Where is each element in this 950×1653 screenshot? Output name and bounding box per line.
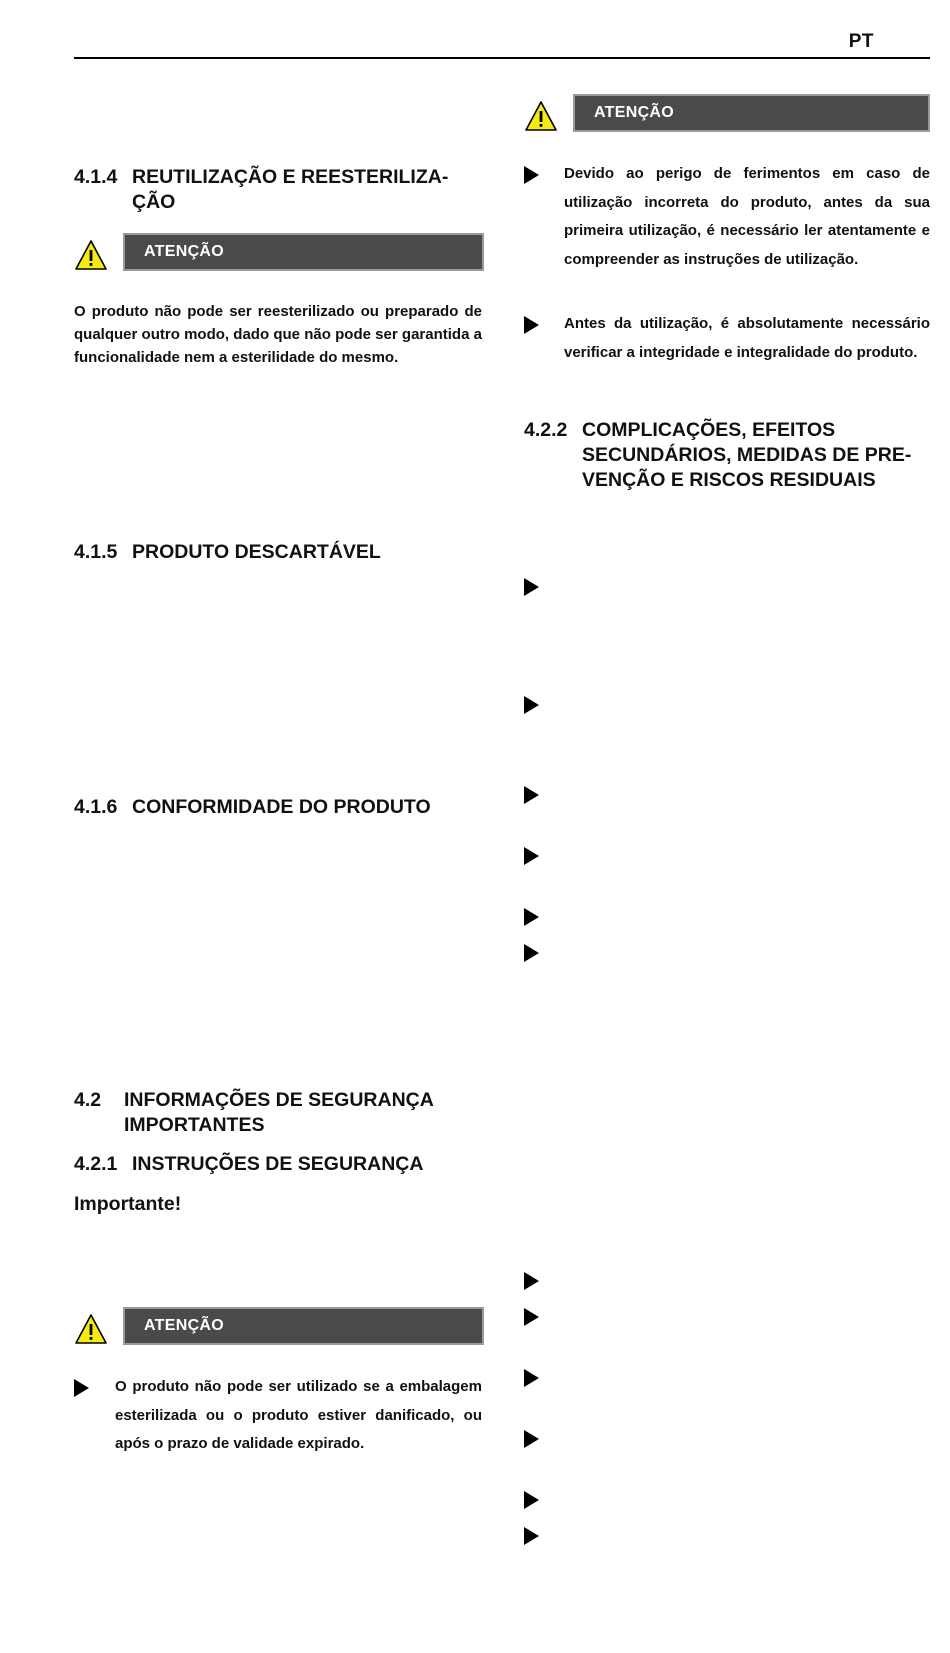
section-4-2-heading xyxy=(74,1088,484,1138)
bullet-arrow-icon xyxy=(524,1369,539,1387)
bullet-arrow-icon xyxy=(524,847,539,865)
warning-triangle-icon xyxy=(524,100,558,132)
section-4-1-5-heading xyxy=(74,540,484,565)
bullet-arrow-icon xyxy=(524,1272,539,1290)
section-number: 4.2.2 xyxy=(524,419,568,441)
section-number: 4.2 xyxy=(74,1089,102,1111)
integrity-check-text: Antes da utilização, é absolutamente necessário verificar a integridade e integralidade do produto. xyxy=(564,315,930,361)
warning-label: ATENÇÃO xyxy=(123,233,484,271)
warning-label: ATENÇÃO xyxy=(123,1307,484,1345)
section-title: CONFORMIDADE DO PRODUTO xyxy=(132,796,431,818)
warning-banner xyxy=(74,1307,484,1351)
section-number: 4.2.1 xyxy=(74,1153,118,1175)
language-code: PT xyxy=(848,31,874,52)
section-number: 4.1.4 xyxy=(74,166,118,188)
bullet-arrow-icon xyxy=(524,166,539,184)
bullet-arrow-icon xyxy=(524,578,539,596)
section-title-line-2: IMPORTANTES xyxy=(124,1114,265,1136)
section-number: 4.1.5 xyxy=(74,541,118,563)
bullet-arrow-icon xyxy=(524,1430,539,1448)
header-rule xyxy=(74,57,930,59)
section-title-line-2: ÇÃO xyxy=(132,191,176,213)
bullet-arrow-icon xyxy=(524,908,539,926)
section-4-2-2-heading xyxy=(524,418,930,493)
section-4-1-6-heading xyxy=(74,795,484,820)
instructions-warning-text: Devido ao perigo de ferimentos em caso de utilização incorreta do produto, antes da sua primeira utilização, é necessário ler atentamente e compreender as instruções de utilização. xyxy=(564,165,930,268)
section-title: INSTRUÇÕES DE SEGURANÇA xyxy=(132,1153,424,1175)
bullet-arrow-icon xyxy=(524,316,539,334)
section-title-line-2: SECUNDÁRIOS, MEDIDAS DE PRE- xyxy=(582,444,912,466)
bullet-arrow-icon xyxy=(524,944,539,962)
warning-banner xyxy=(524,94,930,138)
bullet-arrow-icon xyxy=(524,696,539,714)
warning-triangle-icon xyxy=(74,239,108,271)
warning-label: ATENÇÃO xyxy=(573,94,930,132)
bullet-arrow-icon xyxy=(74,1379,89,1397)
section-4-1-4-heading xyxy=(74,165,484,215)
reuse-warning-text: O produto não pode ser reesterilizado ou preparado de qualquer outro modo, dado que não pode ser garantida a funcionalidade nem a esterilidade do mesmo. xyxy=(74,303,482,366)
section-number: 4.1.6 xyxy=(74,796,118,818)
section-title-line-1: INFORMAÇÕES DE SEGURANÇA xyxy=(124,1089,434,1111)
package-damage-warning-text: O produto não pode ser utilizado se a embalagem esterilizada ou o produto estiver danificado, ou após o prazo de validade expirado. xyxy=(115,1378,482,1452)
bullet-arrow-icon xyxy=(524,1527,539,1545)
warning-banner xyxy=(74,233,484,277)
section-4-2-1-heading xyxy=(74,1152,484,1177)
section-title: PRODUTO DESCARTÁVEL xyxy=(132,541,381,563)
warning-triangle-icon xyxy=(74,1313,108,1345)
section-title-line-1: REUTILIZAÇÃO E REESTERILIZA- xyxy=(132,166,449,188)
important-label: Importante! xyxy=(74,1193,182,1215)
bullet-arrow-icon xyxy=(524,786,539,804)
section-title-line-3: VENÇÃO E RISCOS RESIDUAIS xyxy=(582,469,876,491)
section-title-line-1: COMPLICAÇÕES, EFEITOS xyxy=(582,419,836,441)
bullet-arrow-icon xyxy=(524,1308,539,1326)
bullet-arrow-icon xyxy=(524,1491,539,1509)
